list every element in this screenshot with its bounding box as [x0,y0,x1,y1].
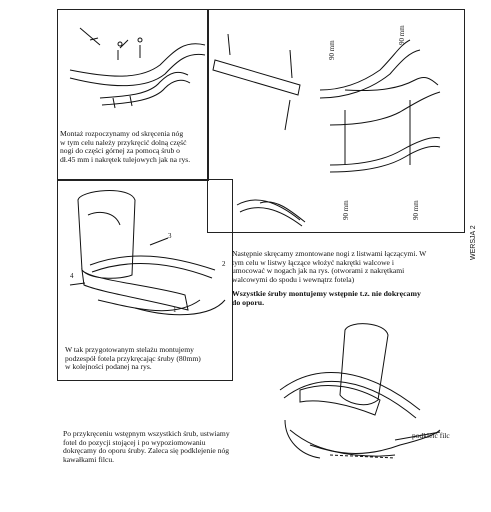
step1-instructions: Montaż rozpoczynamy od skręcenia nóg w tym celu należy przykręcić dolną część nogi do części górnej za pomocą śrub o dł.45 mm i nakrętek tulejowych jak na rys. [60,129,191,164]
step3-instructions: W tak przygotowanym stelażu montujemy podzespół fotela przykręcając śruby (80mm) w kolejności podanej na rys. [65,345,201,372]
dimension-90mm-d: 90 mm [412,200,420,220]
dimension-90mm-a: 90 mm [328,40,336,60]
step2-warning: Wszystkie śruby montujemy wstępnie t.z. nie dokręcamy do oporu. [232,289,421,307]
callout-2: 2 [222,260,226,268]
callout-1: 1 [173,306,177,314]
step4-instructions: Po przykręceniu wstępnym wszystkich śrub, ustwiamy fotel do pozycji stojącej i po wypoziomowaniu dokręcamy do oporu śruby. Zaleca się podklejenie nóg kawałkami filcu. [63,429,230,464]
dimension-90mm-c: 90 mm [342,200,350,220]
chair-seat [82,270,188,310]
version-label: WERSJA 2 [470,225,477,260]
chair-final-armrest [280,373,420,410]
felt-label: podkleić filc [412,431,450,440]
step2-instructions: Następnie skręcamy zmontowane nogi z listwami łączącymi. W tym celu w listwy łączące włożyć nakrętki walcowe i umocować w nogach jak na rys. (otworami z nakrętkami walcowymi do spodu i wewnątrz fotela) [232,249,427,284]
callout-3: 3 [168,232,172,240]
callout-4: 4 [70,272,74,280]
leg-upper-part [70,44,205,76]
chair-back [78,191,135,279]
chair-armrest [90,256,215,270]
connecting-bar [213,60,300,95]
dimension-90mm-b: 90 mm [398,25,406,45]
